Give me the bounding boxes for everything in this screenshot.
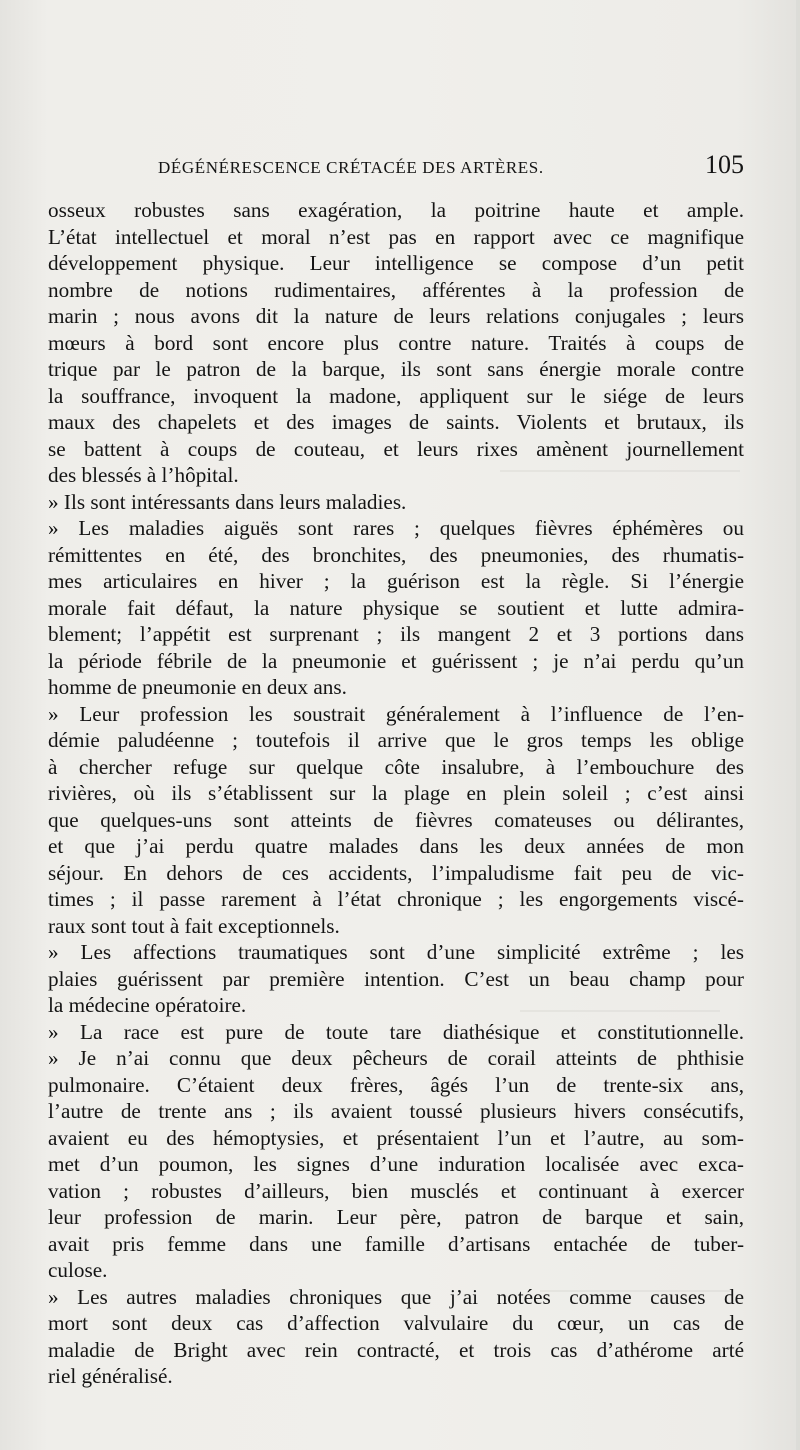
text-line: raux sont tout à fait exceptionnels. <box>48 913 340 938</box>
text-line: à chercher refuge sur quelque côte insalubre, à l’embouchure des <box>48 754 744 779</box>
text-line: démie paludéenne ; toutefois il arrive que le gros temps les oblige <box>48 728 744 752</box>
text-line: la médecine opératoire. <box>48 993 247 1017</box>
text-line: trique par le patron de la barque, ils sont sans énergie morale contre <box>48 357 744 381</box>
text-line: l’autre de trente ans ; ils avaient toussé plusieurs hivers consécutifs, <box>48 1099 744 1123</box>
text-line: développement physique. Leur intelligence se compose d’un petit <box>48 251 744 275</box>
text-line: » La race est pure de toute tare diathésique et constitutionnelle. <box>48 1019 744 1044</box>
text-line: rémittentes en été, des bronchites, des pneumonies, des rhumatis- <box>48 542 744 567</box>
text-line: marin ; nous avons dit la nature de leurs relations conjugales ; leurs <box>48 304 744 328</box>
text-line: » Les maladies aiguës sont rares ; quelques fièvres éphémères ou <box>48 516 744 540</box>
text-line: » Leur profession les soustrait généralement à l’influence de l’en- <box>48 701 744 726</box>
text-line: avait pris femme dans une famille d’artisans entachée de tuber- <box>48 1231 744 1256</box>
text-line: met d’un poumon, les signes d’une induration localisée avec exca- <box>48 1152 744 1176</box>
text-line: culose. <box>48 1258 108 1282</box>
text-line: nombre de notions rudimentaires, afférentes à la profession de <box>48 277 744 302</box>
text-line: la souffrance, invoquent la madone, appliquent sur le siége de leurs <box>48 383 744 408</box>
body-text <box>48 197 744 1390</box>
page-header <box>48 150 744 184</box>
text-line: plaies guérissent par première intention. C’est un beau champ pour <box>48 966 744 991</box>
text-line: osseux robustes sans exagération, la poitrine haute et ample. <box>48 198 744 222</box>
text-line: et que j’ai perdu quatre malades dans les deux années de mon <box>48 834 744 858</box>
text-line: maux des chapelets et des images de saints. Violents et brutaux, ils <box>48 410 744 434</box>
text-line: L’état intellectuel et moral n’est pas en rapport avec ce magnifique <box>48 224 744 249</box>
text-line: que quelques-uns sont atteints de fièvres comateuses ou délirantes, <box>48 807 744 832</box>
text-line: times ; il passe rarement à l’état chronique ; les engorgements viscé- <box>48 887 744 911</box>
text-line: rivières, où ils s’établissent sur la plage en plein soleil ; c’est ainsi <box>48 781 744 805</box>
text-line: maladie de Bright avec rein contracté, et trois cas d’athérome arté <box>48 1337 744 1362</box>
page-number: 105 <box>705 150 744 179</box>
text-line: leur profession de marin. Leur père, patron de barque et sain, <box>48 1205 744 1229</box>
text-line: » Je n’ai connu que deux pêcheurs de corail atteints de phthisie <box>48 1046 744 1070</box>
text-line: homme de pneumonie en deux ans. <box>48 675 347 699</box>
running-title: DÉGÉNÉRESCENCE CRÉTACÉE DES ARTÈRES. <box>158 158 544 177</box>
text-line: morale fait défaut, la nature physique se soutient et lutte admira- <box>48 595 744 620</box>
text-line: des blessés à l’hôpital. <box>48 463 239 487</box>
text-line: séjour. En dehors de ces accidents, l’impaludisme fait peu de vic- <box>48 860 744 885</box>
text-line: riel généralisé. <box>48 1364 173 1388</box>
text-line: la période fébrile de la pneumonie et guérissent ; je n’ai perdu qu’un <box>48 648 744 673</box>
text-line: pulmonaire. C’étaient deux frères, âgés l’un de trente-six ans, <box>48 1072 744 1097</box>
text-line: mort sont deux cas d’affection valvulaire du cœur, un cas de <box>48 1311 744 1335</box>
text-line: » Ils sont intéressants dans leurs maladies. <box>48 489 407 514</box>
text-line: » Les affections traumatiques sont d’une simplicité extrême ; les <box>48 940 744 964</box>
text-line: vation ; robustes d’ailleurs, bien musclés et continuant à exercer <box>48 1178 744 1203</box>
text-line: se battent à coups de couteau, et leurs rixes amènent journellement <box>48 436 744 461</box>
text-line: blement; l’appétit est surprenant ; ils mangent 2 et 3 portions dans <box>48 622 744 646</box>
text-line: » Les autres maladies chroniques que j’ai notées comme causes de <box>48 1284 744 1309</box>
text-line: mœurs à bord sont encore plus contre nature. Traités à coups de <box>48 330 744 355</box>
text-line: mes articulaires en hiver ; la guérison est la règle. Si l’énergie <box>48 569 744 593</box>
text-line: avaient eu des hémoptysies, et présentaient l’un et l’autre, au som- <box>48 1125 744 1150</box>
